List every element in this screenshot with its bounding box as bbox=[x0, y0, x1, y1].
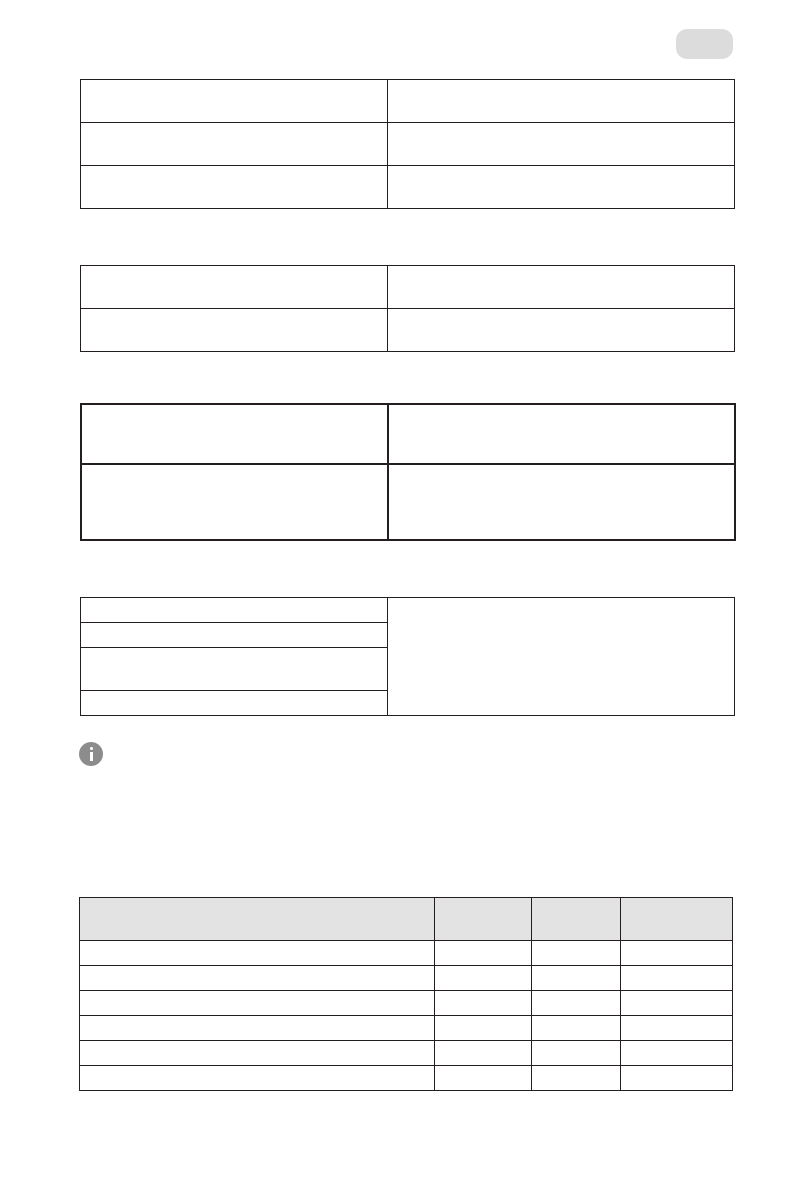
spec-table-1 bbox=[80, 79, 735, 209]
parameters-table bbox=[79, 897, 733, 1091]
page-number-badge bbox=[676, 29, 733, 59]
table-row bbox=[80, 1066, 733, 1091]
table-row bbox=[81, 266, 735, 309]
table-cell bbox=[388, 266, 735, 309]
table-cell bbox=[388, 166, 735, 209]
table-cell bbox=[80, 966, 435, 991]
table-row bbox=[81, 80, 735, 123]
table-cell bbox=[81, 404, 388, 464]
table-cell bbox=[435, 1016, 532, 1041]
table-cell bbox=[80, 991, 435, 1016]
table-cell bbox=[435, 1041, 532, 1066]
table-cell bbox=[532, 991, 621, 1016]
table-row bbox=[81, 598, 735, 623]
table-cell bbox=[435, 991, 532, 1016]
table-row bbox=[81, 123, 735, 166]
table-cell bbox=[81, 166, 388, 209]
table-row bbox=[81, 309, 735, 352]
table-row bbox=[81, 404, 735, 464]
column-header bbox=[435, 898, 532, 941]
table-header-row bbox=[80, 898, 733, 941]
spec-table-2 bbox=[80, 265, 735, 352]
merged-cell bbox=[388, 598, 735, 716]
table-cell bbox=[532, 1016, 621, 1041]
table-row bbox=[80, 941, 733, 966]
table-cell bbox=[621, 1066, 733, 1091]
table-cell bbox=[80, 1016, 435, 1041]
table-cell bbox=[388, 309, 735, 352]
table-cell bbox=[80, 1041, 435, 1066]
table-row bbox=[81, 166, 735, 209]
table-cell bbox=[435, 941, 532, 966]
table-cell bbox=[532, 941, 621, 966]
spec-table-3 bbox=[80, 403, 736, 541]
table-cell bbox=[621, 991, 733, 1016]
table-cell bbox=[81, 648, 388, 691]
info-icon bbox=[79, 742, 103, 766]
table-cell bbox=[81, 691, 388, 716]
table-cell bbox=[81, 123, 388, 166]
table-cell bbox=[81, 464, 388, 540]
table-row bbox=[80, 991, 733, 1016]
table-cell bbox=[532, 1066, 621, 1091]
table-cell bbox=[532, 1041, 621, 1066]
spec-table-4 bbox=[80, 597, 735, 716]
table-cell bbox=[435, 966, 532, 991]
table-row bbox=[80, 1016, 733, 1041]
table-row bbox=[80, 966, 733, 991]
table-row bbox=[80, 1041, 733, 1066]
table-cell bbox=[80, 941, 435, 966]
table-cell bbox=[81, 309, 388, 352]
table-cell bbox=[80, 1066, 435, 1091]
table-row bbox=[81, 464, 735, 540]
column-header bbox=[621, 898, 733, 941]
table-cell bbox=[388, 464, 735, 540]
table-cell bbox=[388, 80, 735, 123]
table-cell bbox=[388, 123, 735, 166]
table-cell bbox=[532, 966, 621, 991]
table-cell bbox=[81, 623, 388, 648]
table-cell bbox=[621, 941, 733, 966]
table-cell bbox=[621, 966, 733, 991]
table-cell bbox=[621, 1016, 733, 1041]
table-cell bbox=[81, 266, 388, 309]
column-header bbox=[80, 898, 435, 941]
table-cell bbox=[81, 80, 388, 123]
column-header bbox=[532, 898, 621, 941]
table-cell bbox=[435, 1066, 532, 1091]
table-cell bbox=[388, 404, 735, 464]
table-cell bbox=[81, 598, 388, 623]
table-cell bbox=[621, 1041, 733, 1066]
